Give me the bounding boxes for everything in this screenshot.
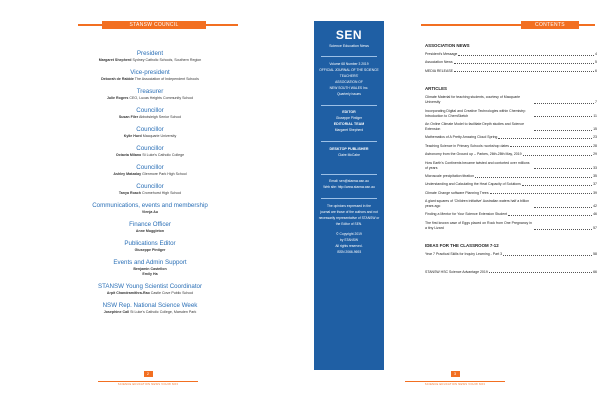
- dot-leader: [508, 215, 592, 216]
- member-name: Ashley Matzalay: [113, 172, 142, 176]
- page-number: 2: [144, 371, 153, 377]
- table-of-contents: [425, 43, 597, 278]
- toc-entry-title: Year 7 Practical Skills for Inquiry Learning - Part 3: [425, 252, 503, 257]
- publisher-heading: DESKTOP PUBLISHER: [329, 146, 369, 151]
- dot-leader: [454, 71, 594, 72]
- issue-line: NEW SOUTH WALES Inc.: [329, 85, 369, 90]
- issue-line: TEACHERS': [339, 73, 359, 78]
- toc-entry-title: Climate Material for teaching students, courtesy of Macquarie University: [425, 95, 521, 105]
- disclaimer-line: The opinions expressed in the: [327, 203, 371, 208]
- email-link[interactable]: Email: sen@stansw.asn.au: [329, 179, 369, 183]
- dot-leader: [534, 130, 592, 131]
- toc-entry-title: Incorporating Digital and Creative Technologies within Chemistry: Introduction to ChemSketch: [425, 108, 526, 118]
- council-member: [70, 291, 230, 296]
- dot-leader: [475, 177, 592, 178]
- member-name: Susan Filer: [118, 115, 139, 119]
- toc-page-number: 58: [593, 252, 597, 257]
- toc-entry-title: Finding a Mentor for Your Science Extension Student: [425, 212, 508, 217]
- toc-page-number: 57: [593, 225, 597, 230]
- toc-page-number: 4: [595, 52, 597, 56]
- dot-leader: [534, 229, 592, 230]
- website-link[interactable]: Web site: http://www.stansw.asn.au: [323, 185, 375, 189]
- divider: [321, 105, 377, 106]
- toc-entry-title: Climate Change software Planning Trees: [425, 190, 489, 195]
- team-heading: EDITORIAL TEAM: [333, 122, 365, 126]
- toc-page-number: 11: [593, 113, 597, 118]
- left-footer: [98, 362, 198, 386]
- toc-entry[interactable]: [425, 144, 597, 149]
- dot-leader: [498, 138, 592, 139]
- member-organisation: Castle Cove Public School: [150, 291, 194, 295]
- section-gap: [425, 234, 597, 243]
- team-name: Margaret Shepherd: [334, 128, 364, 132]
- council-member: [70, 153, 230, 158]
- member-name: Kylie Hurd: [123, 134, 142, 138]
- divider: [321, 198, 377, 199]
- council-member: [70, 77, 230, 82]
- council-member: [70, 210, 230, 215]
- member-name: Vienja Au: [141, 210, 159, 214]
- disclaimer-line: ISSN 2066-9693: [336, 249, 362, 254]
- disclaimer: [314, 203, 384, 255]
- divider: [321, 141, 377, 142]
- council-role: Finance Officer: [129, 221, 171, 228]
- contents-header: [421, 21, 595, 29]
- section-title: ASSOCIATION NEWS: [425, 43, 470, 48]
- toc-page-number: 7: [595, 100, 597, 105]
- member-name: Arpit Chandramithra-Rao: [106, 291, 150, 295]
- header-rule-left: [78, 24, 102, 26]
- toc-entry[interactable]: [425, 161, 597, 171]
- header-rule-right: [206, 24, 238, 26]
- divider: [321, 56, 377, 57]
- toc-entry[interactable]: [425, 182, 597, 187]
- toc-entry-title: Mathematics of A Pretty Amazing Cloud Spring: [425, 135, 498, 140]
- right-page: [300, 0, 600, 400]
- member-name: Deborah de Rabbie: [101, 77, 134, 81]
- issue-info: [314, 61, 384, 97]
- disclaimer-line: journal are those of the authors and not: [320, 209, 378, 214]
- council-header-label: STANSW COUNCIL: [102, 21, 206, 29]
- editor-name: Giuseppe Pintiger: [335, 116, 363, 120]
- toc-entry-title: Association News: [425, 60, 453, 65]
- toc-entry[interactable]: [425, 109, 597, 119]
- council-member: [70, 172, 230, 177]
- footer-rule: [405, 381, 505, 382]
- council-role: Councillor: [136, 164, 164, 171]
- contents-header-label: CONTENTS: [521, 21, 579, 29]
- member-name: Tanya Roach: [118, 191, 141, 195]
- header-rule-right: [579, 24, 595, 26]
- toc-entry-title: President's Message: [425, 52, 458, 56]
- dot-leader: [490, 193, 592, 194]
- divider: [321, 174, 377, 175]
- toc-page-number: 5: [595, 60, 597, 65]
- toc-entry[interactable]: [425, 221, 597, 231]
- council-role: Communications, events and membership: [92, 202, 208, 209]
- footer-rule: [98, 381, 198, 382]
- member-name: Margaret Shepherd: [98, 58, 132, 62]
- toc-entry-title: MEDIA RELEASE: [425, 68, 454, 73]
- disclaimer-line: © Copyright 2019: [336, 231, 362, 236]
- dot-leader: [522, 185, 592, 186]
- toc-page-number: 66: [593, 269, 597, 274]
- sen-title: SEN: [335, 28, 363, 42]
- member-name: Giuseppe Pintiger: [134, 248, 166, 252]
- council-role: Treasurer: [136, 88, 164, 95]
- member-organisation: St Luke's Catholic College, Marsden Park: [130, 310, 197, 314]
- toc-entry[interactable]: [425, 95, 597, 105]
- toc-entry[interactable]: [425, 191, 597, 196]
- toc-page-number: 15: [593, 126, 597, 131]
- toc-entry[interactable]: [425, 135, 597, 140]
- council-role: Councillor: [136, 145, 164, 152]
- dot-leader: [458, 55, 594, 56]
- dot-leader: [534, 103, 594, 104]
- toc-entry-title: Astronomy from the Ground up – Parkes, 26th-28th May, 2019: [425, 152, 522, 157]
- toc-entry-title: Understanding and Calculating the Heat Capacity of Solutions: [425, 182, 521, 187]
- toc-entry[interactable]: [425, 199, 597, 209]
- disclaimer-line: necessarily representative of STANSW or: [318, 215, 380, 220]
- sen-masthead-column: [314, 21, 384, 370]
- toc-page-number: 6: [595, 68, 597, 73]
- disclaimer-line: by STANSW: [339, 237, 359, 242]
- council-role: Councillor: [136, 126, 164, 133]
- toc-page-number: 29: [593, 152, 597, 157]
- section-gap: [425, 261, 597, 270]
- toc-entry-title: An Online Climate Model to facilitate Depth studies and Science Extension: [425, 121, 525, 131]
- toc-page-number: 23: [593, 135, 597, 140]
- council-list: [70, 50, 230, 315]
- section-title: ARTICLES: [425, 86, 447, 92]
- toc-page-number: 42: [593, 204, 597, 209]
- toc-page-number: 39: [593, 190, 597, 195]
- toc-entry[interactable]: [425, 52, 597, 57]
- toc-entry-title: A giant squares of 'Children initiative' Australian waters half a billion years ago: [425, 199, 530, 209]
- toc-entry-title: STANSW HSC Science Advantage 2019: [425, 269, 488, 274]
- council-role: Publications Editor: [124, 240, 176, 247]
- member-organisation: St Luke's Catholic College: [142, 153, 185, 157]
- member-name: Josephine Call: [103, 310, 130, 314]
- member-organisation: Glenmore Park High School: [142, 172, 187, 176]
- council-member: [70, 134, 230, 139]
- member-name: Anne Muggleton: [135, 229, 165, 233]
- council-member: [70, 96, 230, 101]
- council-member: [70, 248, 230, 253]
- dot-leader: [489, 272, 592, 273]
- issue-line: Volume 68 Number 3 2019: [329, 61, 369, 66]
- page-number: 3: [451, 371, 460, 377]
- toc-entry-title: How Earth's Continents became twisted and contorted over millions of years: [425, 160, 530, 170]
- toc-entry[interactable]: [425, 174, 597, 179]
- issue-line: Quarterly issues: [337, 91, 361, 96]
- council-role: Events and Admin Support: [113, 259, 187, 266]
- dot-leader: [503, 255, 592, 256]
- toc-entry[interactable]: [425, 69, 597, 74]
- toc-entry-title: The first known case of Eggs placed on Rock from One Pregnancy in a tiny Lizard: [425, 220, 532, 230]
- toc-entry[interactable]: [425, 152, 597, 157]
- council-role: STANSW Young Scientist Coordinator: [97, 283, 203, 290]
- section-gap: [425, 77, 597, 86]
- member-organisation: CEO, Lucas Heights Community School: [129, 96, 194, 100]
- member-organisation: The Association of Independent Schools: [134, 77, 199, 81]
- publisher-name: Claire McCabe: [338, 152, 360, 157]
- disclaimer-line: All rights reserved.: [335, 243, 363, 248]
- toc-entry[interactable]: [425, 252, 597, 257]
- council-role: Vice-president: [130, 69, 170, 76]
- member-organisation: Macquarie University: [142, 134, 177, 138]
- council-member: [70, 310, 230, 315]
- dot-leader: [523, 155, 592, 156]
- member-organisation: Abbotsleigh Senior School: [139, 115, 182, 119]
- section-title: IDEAS FOR THE CLASSROOM 7-12: [425, 243, 499, 249]
- council-member: [70, 229, 230, 234]
- toc-page-number: 28: [593, 143, 597, 148]
- editor-heading: EDITOR: [342, 110, 356, 114]
- toc-entry-title: Teaching Science in Primary Schools: workshop dates: [425, 143, 510, 148]
- header-rule-left: [421, 24, 521, 26]
- dot-leader: [534, 116, 592, 117]
- council-role: Councillor: [136, 183, 164, 190]
- toc-entry-title: Microscale precipitation titration: [425, 173, 475, 178]
- member-organisation: Cromehurst High School: [141, 191, 182, 195]
- toc-entry[interactable]: [425, 212, 597, 217]
- member-name: Emily Ha: [142, 272, 158, 276]
- toc-page-number: 46: [593, 212, 597, 217]
- dot-leader: [534, 207, 592, 208]
- footer-text: SCIENCE EDUCATION NEWS VOL68 NO3: [117, 383, 179, 386]
- toc-page-number: 35: [593, 173, 597, 178]
- council-member: [70, 58, 230, 63]
- toc-entry[interactable]: [425, 60, 597, 65]
- council-member: [70, 191, 230, 196]
- sen-subtitle: Science Education News: [329, 44, 369, 48]
- disclaimer-line: the Editor of SEN.: [335, 221, 363, 226]
- council-header: [78, 21, 238, 29]
- member-name: Benjamin Castellon: [133, 267, 167, 271]
- toc-entry[interactable]: [425, 122, 597, 132]
- council-role: NSW Rep. National Science Week: [102, 302, 198, 309]
- council-role: Councillor: [136, 107, 164, 114]
- issue-line: ASSOCIATION OF: [335, 79, 363, 84]
- issue-line: OFFICIAL JOURNAL OF THE SCIENCE: [319, 67, 379, 72]
- dot-leader: [454, 63, 594, 64]
- council-member: [70, 115, 230, 120]
- footer-text: SCIENCE EDUCATION NEWS VOL68 NO3: [424, 383, 486, 386]
- member-organisation: Sydney Catholic Schools, Southern Region: [132, 58, 202, 62]
- dot-leader: [534, 168, 592, 169]
- member-name: Julie Rogers: [106, 96, 129, 100]
- council-role: President: [136, 50, 164, 57]
- council-member: [70, 272, 230, 277]
- member-name: Octavia Milano: [115, 153, 142, 157]
- toc-entry[interactable]: [425, 270, 597, 275]
- toc-page-number: 37: [593, 182, 597, 187]
- toc-page-number: 33: [593, 165, 597, 170]
- dot-leader: [510, 146, 592, 147]
- right-footer: [405, 362, 505, 386]
